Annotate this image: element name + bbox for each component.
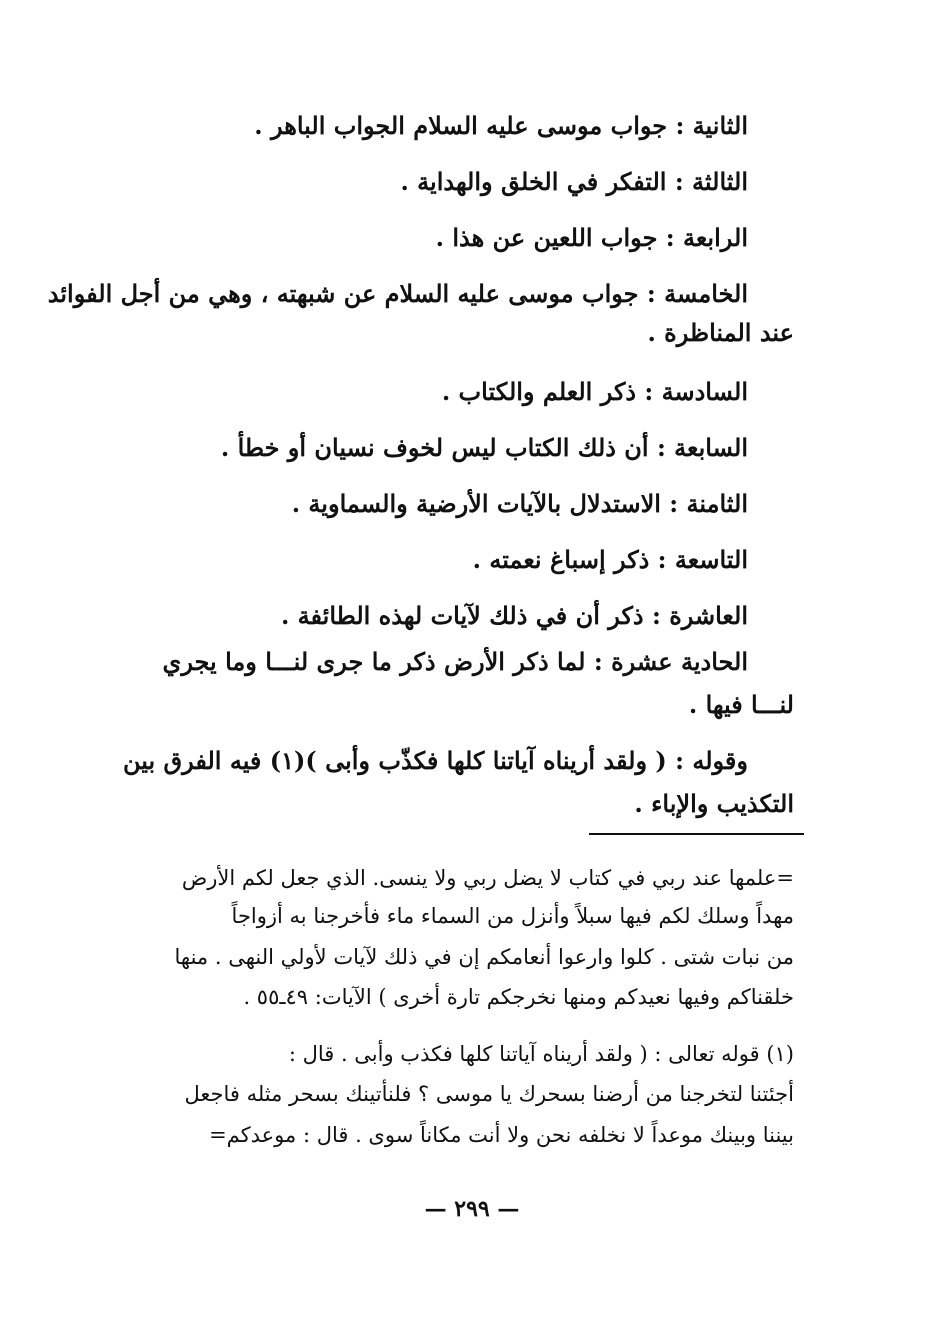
footnote-line: بيننا وبينك موعداً لا نخلفه نحن ولا أنت مكاناً سوى . قال : موعدكم= bbox=[209, 1123, 794, 1147]
footnote-line: مهداً وسلك لكم فيها سبلاً وأنزل من السماء ماء فأخرجنا به أزواجاً bbox=[231, 904, 794, 928]
item-fifth: الخامسة : جواب موسى عليه السلام عن شبهته ، وهي من أجل الفوائد bbox=[47, 279, 748, 308]
footnote-line: (١) قوله تعالى : ( ولقد أريناه آياتنا كلها فكذب وأبى . قال : bbox=[288, 1042, 794, 1066]
item-seventh: السابعة : أن ذلك الكتاب ليس لخوف نسيان أو خطأ . bbox=[220, 433, 748, 462]
page-number: — ٢٩٩ — bbox=[424, 1196, 520, 1222]
verse-commentary-continued: التكذيب والإباء . bbox=[634, 789, 794, 818]
item-third: الثالثة : التفكر في الخلق والهداية . bbox=[400, 167, 748, 196]
footnote-line: خلقناكم وفيها نعيدكم ومنها نخرجكم تارة أخرى ) الآيات: ٤٩ـ٥٥ . bbox=[243, 985, 794, 1009]
item-eleventh: الحادية عشرة : لما ذكر الأرض ذكر ما جرى لنـــا وما يجري bbox=[162, 647, 748, 676]
footnote-line: من نبات شتى . كلوا وارعوا أنعامكم إن في ذلك لآيات لأولي النهى . منها bbox=[174, 945, 794, 969]
item-tenth: العاشرة : ذكر أن في ذلك لآيات لهذه الطائفة . bbox=[280, 601, 748, 630]
item-eighth: الثامنة : الاستدلال بالآيات الأرضية والسماوية . bbox=[291, 489, 748, 518]
verse-commentary: وقوله : ( ولقد أريناه آياتنا كلها فكذّب وأبى )(١) فيه الفرق بين bbox=[122, 746, 748, 775]
item-eleventh-continued: لنـــا فيها . bbox=[688, 690, 794, 719]
footnote-separator bbox=[589, 833, 804, 835]
item-sixth: السادسة : ذكر العلم والكتاب . bbox=[441, 377, 748, 406]
item-fourth: الرابعة : جواب اللعين عن هذا . bbox=[435, 223, 748, 252]
item-fifth-continued: عند المناظرة . bbox=[647, 318, 794, 347]
item-ninth: التاسعة : ذكر إسباغ نعمته . bbox=[472, 545, 748, 574]
footnote-line: =علمها عند ربي في كتاب لا يضل ربي ولا ينسى. الذي جعل لكم الأرض bbox=[181, 866, 794, 890]
item-second: الثانية : جواب موسى عليه السلام الجواب الباهر . bbox=[254, 111, 748, 140]
footnote-line: أجئتنا لتخرجنا من أرضنا بسحرك يا موسى ؟ فلنأتينك بسحر مثله فاجعل bbox=[184, 1082, 794, 1106]
